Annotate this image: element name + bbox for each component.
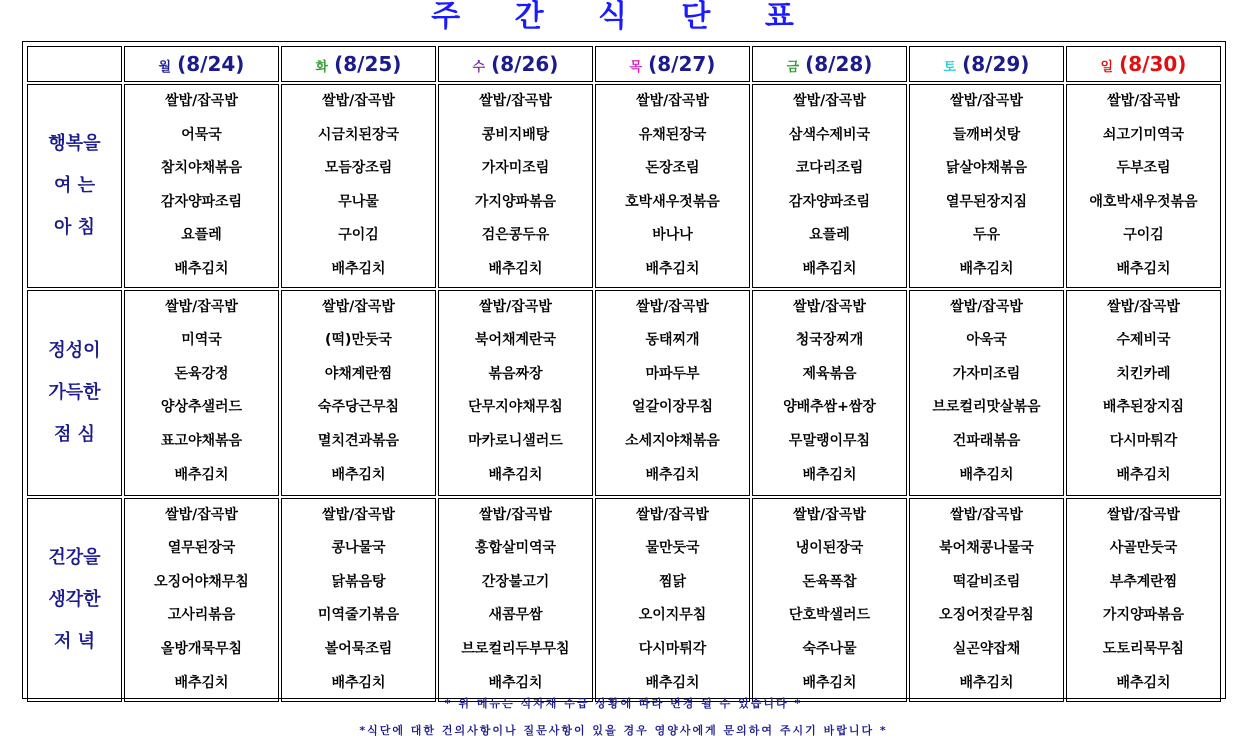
weekly-menu-table	[25, 44, 1223, 704]
menu-item: 바나나	[652, 227, 693, 244]
menu-item: 배추김치	[331, 466, 386, 483]
menu-item: 쌀밥/잡곡밥	[793, 298, 866, 315]
menu-cell	[124, 498, 279, 702]
menu-item: 검은콩두유	[481, 227, 550, 244]
menu-item: 쌀밥/잡곡밥	[950, 93, 1023, 109]
menu-item: 동태찌개	[645, 332, 700, 349]
menu-item: 단호박샐러드	[788, 607, 871, 624]
menu-item: 쌀밥/잡곡밥	[479, 93, 552, 109]
day-date: (8/27)	[648, 52, 716, 76]
menu-item: 야채계란찜	[324, 365, 393, 382]
menu-cell	[752, 84, 907, 288]
menu-item: 요플레	[181, 227, 222, 244]
day-header	[124, 46, 279, 82]
meal-label-line: 건강을	[48, 546, 101, 568]
menu-item: 호박새우젓볶음	[625, 193, 720, 210]
meal-label-line: 여 는	[53, 174, 96, 196]
menu-item: 유채된장국	[638, 126, 707, 143]
menu-item: 쌀밥/잡곡밥	[793, 506, 866, 523]
weekday-badge: 일	[1100, 60, 1114, 75]
menu-cell	[438, 290, 593, 496]
menu-item: 수제비국	[1116, 332, 1171, 349]
menu-item: 코다리조림	[795, 160, 864, 177]
menu-item: 마파두부	[645, 365, 700, 382]
meal-label	[27, 498, 122, 702]
menu-item: 오이지무침	[638, 607, 707, 624]
menu-item: 제육볶음	[802, 365, 857, 382]
day-header	[595, 46, 750, 82]
menu-item: 미역줄기볶음	[317, 607, 400, 624]
menu-cell	[1066, 290, 1221, 496]
menu-item: 찜닭	[658, 573, 687, 590]
menu-item: 멸치견과볶음	[317, 432, 400, 449]
menu-item: 청국장찌개	[795, 332, 864, 349]
menu-item: 두부조림	[1116, 160, 1171, 177]
menu-cell	[752, 498, 907, 702]
meal-row	[27, 290, 1221, 496]
day-date: (8/30)	[1119, 52, 1187, 76]
menu-cell	[595, 290, 750, 496]
day-date: (8/28)	[805, 52, 873, 76]
day-header	[438, 46, 593, 82]
meal-label-line: 생각한	[48, 588, 101, 610]
day-date: (8/24)	[177, 52, 245, 76]
menu-item: 사골만둣국	[1109, 540, 1178, 557]
menu-item: 쌀밥/잡곡밥	[165, 93, 238, 109]
menu-cell	[909, 84, 1064, 288]
menu-item: 양배추쌈+쌈장	[783, 399, 876, 416]
menu-item: 콩나물국	[331, 540, 386, 557]
menu-item: 쌀밥/잡곡밥	[479, 506, 552, 523]
menu-item: 쌀밥/잡곡밥	[165, 298, 238, 315]
menu-item: 아욱국	[966, 332, 1007, 349]
meal-label-line: 행복을	[48, 132, 101, 154]
day-date: (8/26)	[491, 52, 559, 76]
menu-cell	[909, 290, 1064, 496]
menu-item: 가지양파볶음	[474, 193, 557, 210]
menu-item: 어묵국	[181, 126, 222, 143]
day-header	[281, 46, 436, 82]
menu-item: 치킨카레	[1116, 365, 1171, 382]
menu-item: 배추김치	[331, 674, 386, 691]
menu-item: 열무된장지짐	[945, 193, 1028, 210]
menu-cell	[752, 290, 907, 496]
menu-item: 열무된장국	[167, 540, 236, 557]
menu-item: 북어채콩나물국	[939, 540, 1034, 557]
menu-cell	[909, 498, 1064, 702]
menu-item: 오징어젓갈무침	[939, 607, 1034, 624]
footer-notice-contact: *식단에 대한 건의사항이나 질문사항이 있을 경우 영양사에게 문의하여 주시기 바랍니다 *	[359, 724, 888, 737]
menu-item: 돈육강정	[174, 365, 229, 382]
menu-item: 배추김치	[645, 466, 700, 483]
menu-item: 건파래볶음	[952, 432, 1021, 449]
menu-item: 물만둣국	[645, 540, 700, 557]
menu-item: 가자미조림	[952, 365, 1021, 382]
menu-item: 배추김치	[488, 466, 543, 483]
menu-cell	[124, 84, 279, 288]
menu-item: 북어채계란국	[474, 332, 557, 349]
menu-item: 브로컬리두부무침	[461, 640, 570, 657]
menu-cell	[438, 498, 593, 702]
menu-cell	[595, 84, 750, 288]
menu-cell	[1066, 498, 1221, 702]
menu-item: 배추김치	[645, 260, 700, 277]
menu-item: 쌀밥/잡곡밥	[1107, 93, 1180, 109]
menu-item: 쌀밥/잡곡밥	[322, 506, 395, 523]
weekday-badge: 수	[472, 60, 486, 75]
meal-label	[27, 290, 122, 496]
menu-item: 두유	[972, 227, 1001, 244]
menu-cell	[438, 84, 593, 288]
menu-item: 애호박새우젓볶음	[1089, 193, 1198, 210]
menu-item: 냉이된장국	[795, 540, 864, 557]
day-header	[1066, 46, 1221, 82]
meal-label-line: 가득한	[48, 381, 101, 403]
menu-item: 쇠고기미역국	[1102, 126, 1185, 143]
menu-item: 가자미조림	[481, 160, 550, 177]
menu-item: 배추김치	[1116, 674, 1171, 691]
meal-row	[27, 498, 1221, 702]
menu-item: 얼갈이장무침	[631, 399, 714, 416]
day-header	[909, 46, 1064, 82]
menu-item: 쌀밥/잡곡밥	[479, 298, 552, 315]
menu-item: 배추김치	[959, 260, 1014, 277]
menu-cell	[281, 84, 436, 288]
menu-item: 배추김치	[488, 260, 543, 277]
menu-item: 마카로니샐러드	[468, 432, 563, 449]
menu-item: 고사리볶음	[167, 607, 236, 624]
menu-item: 숙주나물	[802, 640, 857, 657]
menu-item: 쌀밥/잡곡밥	[950, 298, 1023, 315]
menu-cell	[595, 498, 750, 702]
weekday-badge: 금	[786, 60, 800, 75]
menu-item: 감자양파조림	[160, 193, 243, 210]
weekday-badge: 토	[943, 60, 957, 75]
footer-notice-change: * 위 메뉴는 식자재 수급 상황에 따라 변경 될 수 있습니다 *	[444, 697, 803, 710]
menu-cell	[281, 498, 436, 702]
menu-item: 모듬장조림	[324, 160, 393, 177]
weekday-badge: 목	[629, 60, 643, 75]
meal-label-line: 점 심	[53, 423, 96, 445]
menu-item: 실곤약잡채	[952, 640, 1021, 657]
menu-item: 올방개묵무침	[160, 640, 243, 657]
menu-item: 삼색수제비국	[788, 126, 871, 143]
weekday-badge: 월	[158, 60, 172, 75]
menu-item: 쌀밥/잡곡밥	[165, 506, 238, 523]
menu-item: 부추계란찜	[1109, 573, 1178, 590]
header-row	[27, 46, 1221, 82]
menu-item: 배추김치	[174, 674, 229, 691]
menu-item: 감자양파조림	[788, 193, 871, 210]
menu-item: 요플레	[809, 227, 850, 244]
menu-item: 가지양파볶음	[1102, 607, 1185, 624]
day-date: (8/25)	[334, 52, 402, 76]
menu-item: 오징어야채무침	[154, 573, 249, 590]
menu-item: 떡갈비조림	[952, 573, 1021, 590]
menu-item: 콩비지배탕	[481, 126, 550, 143]
menu-item: 구이김	[338, 227, 379, 244]
page-title: 주 간 식 단 표	[431, 0, 816, 34]
menu-item: 시금치된장국	[317, 126, 400, 143]
menu-item: 브로컬리맛살볶음	[932, 399, 1041, 416]
menu-item: 숙주당근무침	[317, 399, 400, 416]
meal-label-line: 아 침	[53, 216, 96, 238]
menu-cell	[124, 290, 279, 496]
menu-item: 소세지야채볶음	[625, 432, 720, 449]
menu-item: 쌀밥/잡곡밥	[322, 298, 395, 315]
menu-item: 미역국	[181, 332, 222, 349]
menu-item: 참치야채볶음	[160, 160, 243, 177]
menu-item: 볼어묵조림	[324, 640, 393, 657]
menu-item: 간장불고기	[481, 573, 550, 590]
menu-item: 닭살야채볶음	[945, 160, 1028, 177]
menu-item: 배추김치	[959, 466, 1014, 483]
menu-item: 배추김치	[174, 260, 229, 277]
menu-item: 배추김치	[802, 260, 857, 277]
menu-item: 배추김치	[645, 674, 700, 691]
menu-item: 쌀밥/잡곡밥	[1107, 298, 1180, 315]
meal-label-line: 정성이	[48, 339, 101, 361]
meal-label	[27, 84, 122, 288]
weekday-badge: 화	[315, 60, 329, 75]
meal-label-line: 저 녁	[53, 630, 96, 652]
menu-item: 쌀밥/잡곡밥	[950, 506, 1023, 523]
menu-item: 도토리묵무침	[1102, 640, 1185, 657]
menu-item: 쌀밥/잡곡밥	[636, 93, 709, 109]
menu-item: 쌀밥/잡곡밥	[636, 298, 709, 315]
menu-item: 배추김치	[331, 260, 386, 277]
menu-cell	[281, 290, 436, 496]
menu-item: 들깨버섯탕	[952, 126, 1021, 143]
menu-item: 배추김치	[959, 674, 1014, 691]
menu-item: 배추김치	[802, 466, 857, 483]
menu-item: 단무지야채무침	[468, 399, 563, 416]
menu-item: 홍합살미역국	[474, 540, 557, 557]
menu-item: 표고야채볶음	[160, 432, 243, 449]
menu-item: 다시마튀각	[638, 640, 707, 657]
menu-item: 배추김치	[488, 674, 543, 691]
menu-item: 배추김치	[1116, 260, 1171, 277]
menu-item: 배추된장지짐	[1102, 399, 1185, 416]
menu-item: 배추김치	[174, 466, 229, 483]
menu-cell	[1066, 84, 1221, 288]
menu-item: 쌀밥/잡곡밥	[1107, 506, 1180, 523]
menu-item: 닭볶음탕	[331, 573, 386, 590]
menu-item: 무나물	[338, 193, 379, 210]
menu-item: 다시마튀각	[1109, 432, 1178, 449]
menu-item: 배추김치	[1116, 466, 1171, 483]
menu-item: 새콤무쌈	[488, 607, 543, 624]
menu-item: 구이김	[1123, 227, 1164, 244]
corner-cell	[27, 46, 122, 82]
meal-row	[27, 84, 1221, 288]
menu-item: 돈장조림	[645, 160, 700, 177]
menu-item: (떡)만둣국	[325, 332, 392, 349]
menu-item: 양상추샐러드	[160, 399, 243, 416]
day-header	[752, 46, 907, 82]
menu-item: 배추김치	[802, 674, 857, 691]
menu-table-frame	[22, 41, 1226, 699]
menu-item: 볶음짜장	[488, 365, 543, 382]
menu-item: 쌀밥/잡곡밥	[322, 93, 395, 109]
menu-item: 돈육폭찹	[802, 573, 857, 590]
menu-item: 무말랭이무침	[788, 432, 871, 449]
menu-item: 쌀밥/잡곡밥	[636, 506, 709, 523]
menu-item: 쌀밥/잡곡밥	[793, 93, 866, 109]
day-date: (8/29)	[962, 52, 1030, 76]
